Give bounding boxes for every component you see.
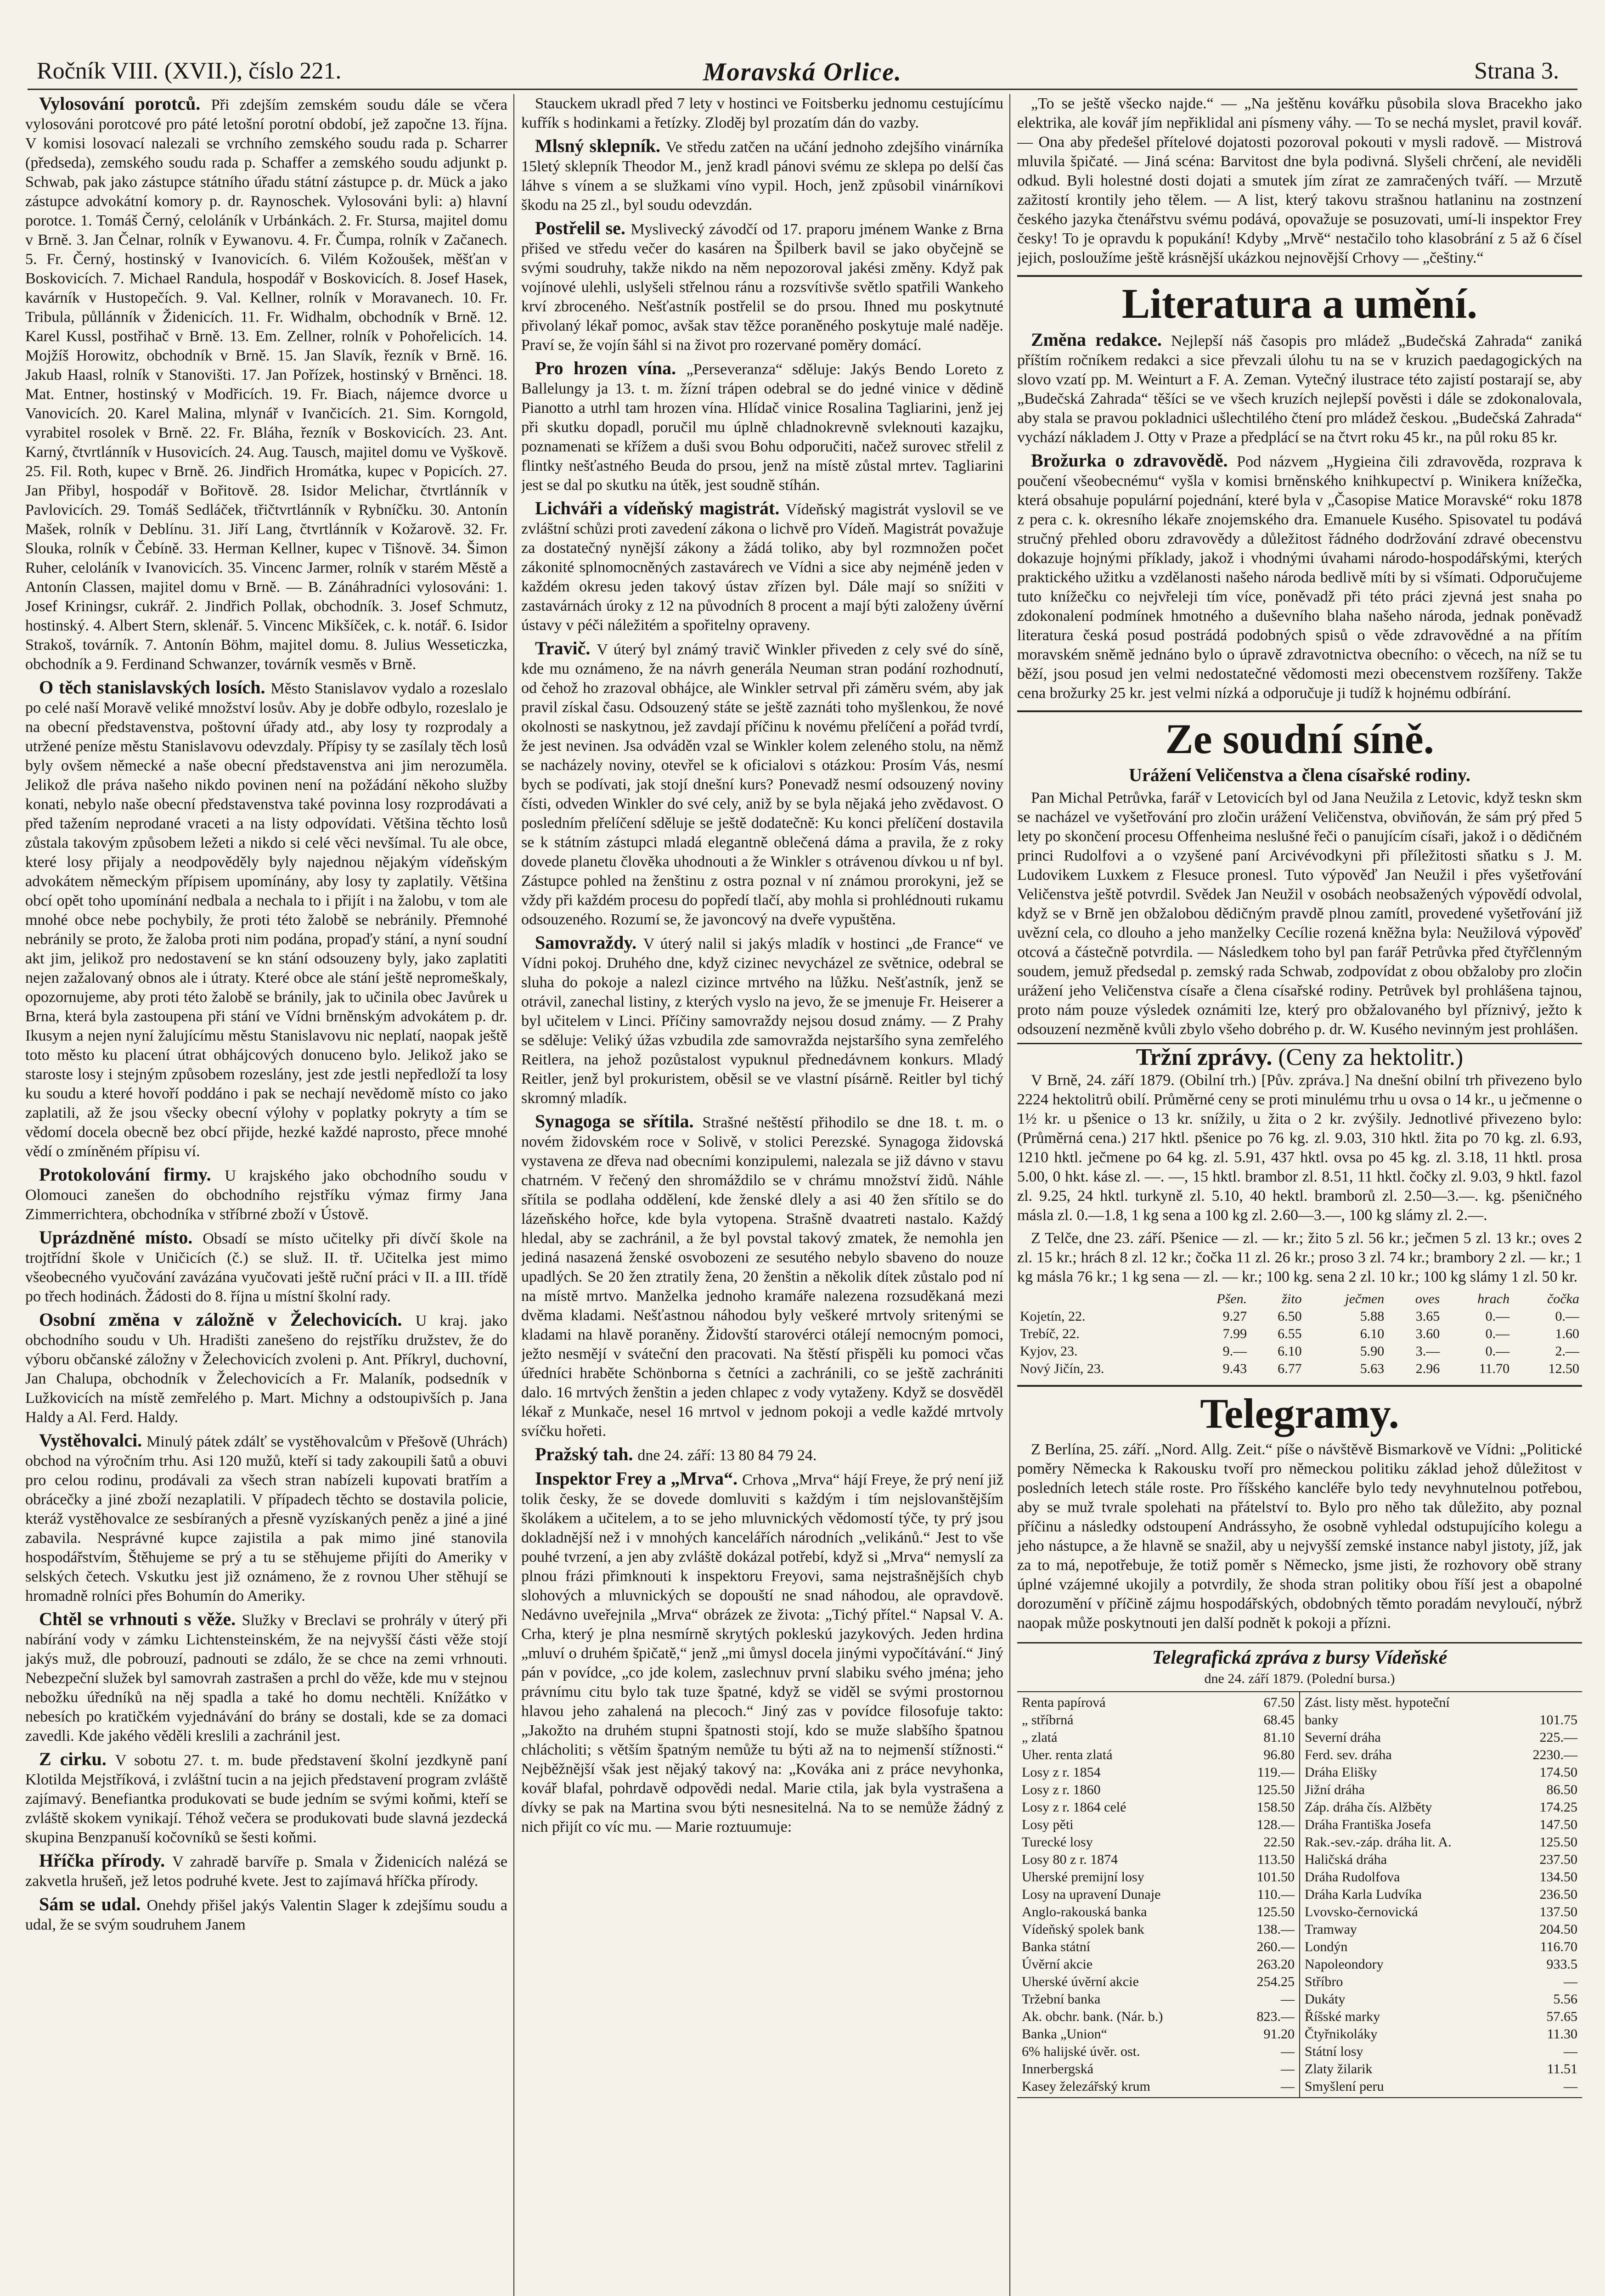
- bourse-row: [1305, 1973, 1577, 1991]
- column-left: [25, 94, 507, 2296]
- article: [521, 933, 1003, 1108]
- bourse-row: [1305, 1781, 1577, 1799]
- article-body: V úterý byl známý travič Winkler přiveden z cely své do síně, kde mu oznámeno, že na návrh generála Neuman stran podání rozhodnutí, od čehož ho zrazoval obhájce, ale Winkler setrval při záměru svém, aby jak pravil získal času. Odsouzený státe se ještě zaznáti toho myšlenkou, že nové okolnosti se naskytnou, jež zavdají příčinu k novému přelíčení a pořád tvrdí, že jest nevinen. Jsa odváděn vzal se Winkler kolem zeleného stolu, na němž se nacházely noviny, otevřel se k oficialovi s otázkou: Prosím Vás, nesmí bych se podívati, jak stojí dnešní kurs? Ponevadž nesmí odsouzený noviny čísti, odveden Winkler do své cely, aniž by se byla nějaká jeho zvědavost. O posledním přelíčení sděluje se ještě dodatečně: Ku konci přelíčení dostavila se k státním zástupci mladá elegantně oblečená dáma a pravila, že z roky dovede planetu člověka uhodnouti a že Winkler s otrávenou dívkou u nf byl. Zástupce pohled na ženštinu z ostra poznal v ní známou prorokyni, jež se vždy při každém procesu do popředí tlačí, aby mohla si prohlédnouti rukamu odsouzeného. Rozumí se, že javoncový na dveře vypuštěna.: [521, 641, 1003, 928]
- column-right: [1017, 94, 1582, 2296]
- bourse-row: [1305, 1746, 1577, 1764]
- bourse-price: 174.25: [1539, 1800, 1577, 1815]
- article-body: „Perseveranza“ sděluje: Jakýs Bendo Loreto z Ballelungy ja 13. t. m. žízní trápen odebral se do jedné vinice v dědině Pianotto a utrhl tam hrozen vína. Hlídač vinice Rosalina Tagliarini, jenž jej při skutku dopadl, poručil mu úplně chladnokrevně svleknouti kazajku, poznamenati se křížem a duši svou Bohu odporučiti, načež surovec střelil z flintky nešťastného Beuda do prsou, jenž na místě zůstal mrtev. Tagliarini jest se dal po skutku na útěk, jest soudně stíhán.: [521, 361, 1003, 494]
- article-body: Obsadí se místo učitelky při dívčí škole na trojtřídní škole v Uničicích (č.) se služ. II. tř. Učitelka jest mimo všeobecného vyučování zavázána vyučovati ještě ruční práci v II. a III. třídě po třech hodinách. Žádosti do 8. října u místní školní rady.: [25, 1230, 507, 1305]
- bourse-row: [1305, 1956, 1577, 1973]
- market-header-cell: žito: [1282, 1291, 1302, 1306]
- market-table-row: [1017, 1325, 1582, 1343]
- bourse-price: 11.30: [1547, 2026, 1577, 2042]
- bourse-security: Jižní dráha: [1305, 1782, 1365, 1797]
- market-header-cell: oves: [1415, 1291, 1440, 1306]
- article: [25, 1165, 507, 1224]
- bourse-row: [1305, 1711, 1577, 1729]
- bourse-security: banky: [1305, 1712, 1339, 1728]
- bourse-security: Dráha Karla Ludvíka: [1305, 1887, 1422, 1902]
- market-cell: 3.65: [1415, 1309, 1440, 1324]
- market-price-table: [1017, 1290, 1582, 1378]
- volume-number: Ročník VIII. (XVII.), číslo 221.: [37, 58, 342, 84]
- bourse-row: [1305, 1868, 1577, 1886]
- market-report-telc: Z Telče, dne 23. září. Pšenice — zl. — kr.; žito 5 zl. 56 kr.; ječmen 5 zl. 13 kr.; oves 2 zl. 15 kr.; hrách 8 zl. 12 kr.; čočka 11 zl. 26 kr.; proso 3 zl. 74 kr.; brambory 2 zl. — kr.; 1 kg másla 76 kr.; 1 kg sena — zl. — kr.; 100 kg. sena 2 zl. 10 kr.; 100 kg slámy 1 zl. 50 kr.: [1017, 1230, 1582, 1285]
- bourse-security: Londýn: [1305, 1939, 1348, 1954]
- article-heading: Lichváři a vídeňský magistrát.: [535, 498, 786, 518]
- bourse-row: [1305, 1938, 1577, 1956]
- market-cell: 6.55: [1278, 1326, 1302, 1341]
- bourse-price: 225.—: [1539, 1730, 1577, 1745]
- bourse-row: [1022, 2078, 1295, 2095]
- bourse-row: [1305, 1921, 1577, 1938]
- article: [521, 136, 1003, 215]
- article-heading: Postřelil se.: [535, 218, 631, 238]
- bourse-price: 81.10: [1263, 1730, 1295, 1745]
- article-body: Při zdejším zemském soudu dále se včera vylosováni porotcové pro páté letošní porotní období, jež započne 13. října. V komisi losovací nalezali se vrchního zemského soudu rada p. Scharrer (předseda), zemského soudu rada p. Schaffer a zemského soudu adjunkt p. Schwab, pak jako zástupce státního úřadu státní zástupce p. dr. Mück a jako zástupce advokátní komory p. dr. Raynoschek. Vylosováni byli: a) hlavní porotce. 1. Tomáš Černý, celoláník v Urbánkách. 2. Fr. Stursa, majitel domu v Brně. 3. Jan Čelnar, rolník v Eywanovu. 4. Fr. Čumpa, rolník v Začanech. 5. Fr. Černý, hostinský v Ivanovicích. 6. Vilém Kožoušek, měšťan v Boskovicích. 7. Michael Randula, hospodář v Boskovicích. 8. Josef Hasek, kavárník v Hustopečích. 9. Val. Kellner, rolník v Moravanech. 10. Fr. Tribula, půllánník v Židenicích. 11. Fr. Widhalm, obchodník v Brně. 12. Karel Kussl, postřihač v Brně. 13. Em. Zellner, rolník v Pohořelicích. 14. Mojžíš Horowitz, obchodník v Brně. 15. Jan Slavík, řezník v Brně. 16. Jakub Haasl, rolník v Stanovišti. 17. Jan Pořízek, hostinský v Brněnci. 18. Mat. Entner, hostinský v Modřicích. 19. Fr. Biach, nájemce dvorce u Vanovicích. 20. Karel Malina, mlynář v Ivančicích. 21. Sim. Korngold, vyrabitel rosolek v Brně. 22. Fr. Bláha, řezník v Boskovicích. 23. Ant. Karný, čtvrtlánník v Husovicích. 24. Aug. Tausch, majitel domu ve Vyškově. 25. Fil. Roth, kupec v Brně. 26. Jindřich Hromátka, kupec v Popicích. 27. Jan Přibyl, hospodář v Bořitově. 28. Isidor Melichar, čtvrtlánník v Pavlovicích. 29. Tomáš Sedláček, třičtvrtlánník v Rybníčku. 30. Antonín Mašek, rolník v Deblínu. 31. Jiří Lang, čtvrtlánník v Kožarově. 32. Fr. Slouka, rolník v Čebíně. 33. Herman Kellner, kupec v Tišnově. 34. Šimon Ruher, celoláník v Ivanovicích. 35. Vincenc Jarmer, rolník v starém Městě a Antonín Classen, majitel domu v Brně. — B. Zánáhradníci vylosováni: 1. Josef Kriningsr, cukrář. 2. Jindřich Pollak, obchodník. 3. Josef Schmutz, hostinský. 4. Albert Stern, sklenář. 5. Vincenc Mikšíček, c. k. notář. 6. Isidor Strakoš, továrník. 7. Antonín Böhm, majitel domu. 8. Julius Wesseticzka, obchodník a 9. Ferdinand Schwanzer, továrník vesměs v Brně.: [25, 96, 507, 673]
- bourse-row: [1022, 1834, 1295, 1851]
- bourse-security: Zlaty žilarik: [1305, 2061, 1373, 2077]
- article-heading: Travič.: [535, 638, 597, 658]
- bourse-price: 57.65: [1546, 2009, 1577, 2024]
- article: [521, 359, 1003, 495]
- bourse-price: 254.25: [1256, 1974, 1295, 1989]
- article: [25, 1431, 507, 1606]
- bourse-security: Zást. listy měst. hypoteční: [1305, 1695, 1450, 1710]
- bourse-row: [1022, 1956, 1295, 1973]
- bourse-price: 101.50: [1256, 1869, 1295, 1885]
- article: [25, 1609, 507, 1746]
- bourse-row: [1305, 1886, 1577, 1903]
- bourse-row: [1022, 1851, 1295, 1868]
- article-heading: Z cirku.: [39, 1749, 115, 1769]
- market-cell: 6.10: [1360, 1326, 1385, 1341]
- bourse-security: Uherské úvěrní akcie: [1022, 1974, 1139, 1989]
- article-heading: Vylosování porotců.: [39, 94, 211, 114]
- market-cell: 9.—: [1222, 1344, 1247, 1359]
- market-cell: 3.60: [1415, 1326, 1440, 1341]
- bourse-row: [1305, 2008, 1577, 2026]
- market-table-row: [1017, 1343, 1582, 1360]
- bourse-row: [1022, 2026, 1295, 2043]
- bourse-column-left: [1017, 1692, 1299, 2097]
- bourse-security: Losy pěti: [1022, 1817, 1074, 1832]
- article-heading: Vystěhovalci.: [39, 1430, 147, 1451]
- bourse-security: Napoleondory: [1305, 1957, 1384, 1972]
- market-table-row: [1017, 1360, 1582, 1378]
- article-heading: Mlsný sklepník.: [535, 135, 666, 156]
- bourse-row: [1022, 2008, 1295, 2026]
- bourse-row: [1022, 1816, 1295, 1834]
- literature-section: [1017, 330, 1582, 703]
- market-cell: 9.27: [1222, 1309, 1247, 1324]
- article-body: Vídeňský magistrát vyslovil se ve zvláštní schůzi proti zavedení zákona o lichvě pro Vídeň. Magistrát považuje za dostatečný nynější zákony a žádá toliko, aby byl rozmnožen počet zákonité splnomocněných zastavárech ve Vídni a sice aby nejméně jeden v každém okresu jeden takový ústav zřízen byl. Dále mají so snížiti v zastavárnách úroky z 12 na původních 8 procent a mají býti založeny úvěrní ústavy v péči náležitém a spořitelny opraveny.: [521, 501, 1003, 634]
- bourse-security: Tramway: [1305, 1922, 1357, 1937]
- bourse-table: [1017, 1691, 1582, 2098]
- bourse-price: —: [1564, 1974, 1577, 1989]
- bourse-security: Dukáty: [1305, 1992, 1346, 2007]
- bourse-row: [1022, 1799, 1295, 1816]
- bourse-row: [1022, 2060, 1295, 2078]
- market-header-cell: Pšen.: [1216, 1291, 1247, 1306]
- bourse-price: 101.75: [1539, 1712, 1577, 1728]
- market-heading: Tržní zprávy.: [1136, 1044, 1273, 1070]
- bourse-price: —: [1564, 2079, 1577, 2094]
- bourse-price: 158.50: [1256, 1800, 1295, 1815]
- section-title-telegrams: Telegramy.: [1017, 1385, 1582, 1436]
- bourse-row: [1022, 1781, 1295, 1799]
- article: [25, 1228, 507, 1306]
- article: [521, 499, 1003, 635]
- market-cell: 3.—: [1415, 1344, 1440, 1359]
- market-cell: 11.70: [1479, 1361, 1510, 1376]
- bourse-row: [1305, 1991, 1577, 2008]
- bourse-row: [1305, 2060, 1577, 2078]
- page-number: Strana 3.: [1474, 58, 1559, 84]
- bourse-security: Losy z r. 1864 celé: [1022, 1800, 1126, 1815]
- bourse-security: Stříbro: [1305, 1974, 1343, 1989]
- market-cell: 0.—: [1485, 1326, 1510, 1341]
- bourse-security: Severní dráha: [1305, 1730, 1381, 1745]
- bourse-security: Říšské marky: [1305, 2009, 1380, 2024]
- bourse-price: 823.—: [1256, 2009, 1295, 2024]
- section-title-court: Ze soudní síně.: [1017, 710, 1582, 762]
- article-body: Strašné neštěstí přihodilo se dne 18. t. m. o novém židovském roce v Solivě, v stolici Perezské. Synagoga židovská vystavena ze dřeva nad obecními konzipulemi, nalezala se již dávno v stavu chatrném. V řečený den shromáždilo se v chrámu množství židů. Náhle sřítila se podlaha oddělení, kde ženské dlely a asi 40 žen sřítilo se do lázeňského hořce, kde byla vytopena. Strašně dvaatreti nastalo. Každý hledal, aby se zachránil, a že byl povstal takový zmatek, že nemohla jen jediná nasazená ženské osvobozeni ze sesutého nebylo sbaveno do nouze upadlých. Se 20 žen ztratily žena, 20 ženštin a několik dítek zůstalo pod ní na místě mrtvo. Manželka jednoho kramáře nalezena rozsuděkaná mezi dvěma kladami. Nešťastnou náhodou byly veškeré mrtvoly sritenými se kladami na hlavě poraněny. Židovští starovérci otálejí nemocným pomoci, ježto nesmějí v sváteční den pracovati. Na štěstí přispěli ku pomoci včas úředníci hraběte Schönborna s četníci a zachránili, co se ještě zachrániti dalo. 16 mrtvých ženštin a jeden chlapec z vody vytaženy. Když se dosvěděl lékař z Munkače, nesel 16 mrtvol v jednom pokoji a vedle každé mrtvoly svíčku hořeti.: [521, 1114, 1003, 1440]
- bourse-row: [1022, 1764, 1295, 1781]
- market-table-header: [1017, 1290, 1582, 1308]
- bourse-price: 260.—: [1256, 1939, 1295, 1954]
- article-heading: Hříčka přírody.: [39, 1850, 173, 1871]
- bourse-price: 119.—: [1257, 1765, 1295, 1780]
- article-body: Onehdy přišel jakýs Valentin Slager k zdejšímu soudu a udal, že se svým soudruhem Janem: [25, 1897, 507, 1933]
- bourse-price: 110.—: [1257, 1887, 1295, 1902]
- bourse-security: Haličská dráha: [1305, 1852, 1387, 1867]
- article-body: Myslivecký závodčí od 17. praporu jménem Wanke z Brna přišed ve středu večer do kasáren na Špilberk bavil se jako obyčejně se svými soudruhy, takže nikdo na něm nepozoroval jakési změny. Když pak vojínové ulehli, uslyšeli střelnou ránu a rozsvítivše světlo spatřili Wankeho krví zbroceného. Nešťastník postřelil se do prsou. Ihned mu poskytnuté přivolaný lékař pomoc, avšak stav těžce poraněného poskytuje malé naděje. Praví se, že vojín šáhl si na život pro rozervané poměry domácí.: [521, 221, 1003, 354]
- market-header-cell: čočka: [1547, 1291, 1579, 1306]
- bourse-price: 236.50: [1539, 1887, 1577, 1902]
- bourse-row: [1305, 1729, 1577, 1746]
- bourse-row: [1022, 1694, 1295, 1711]
- bourse-security: Tržební banka: [1022, 1992, 1101, 2007]
- bourse-row: [1022, 1868, 1295, 1886]
- article-body: Ve středu zatčen na učání jednoho zdejšího vinárníka 15letý sklepník Theodor M., jenž kradl pánovi svému ze sklepa po delší čas láhve s vínem a se služkami víno vypil. Hoch, jenž způsobil vinárníkovi škodu na 25 zl., byl soudu odevzdán.: [521, 139, 1003, 214]
- bourse-price: 237.50: [1539, 1852, 1577, 1867]
- bourse-row: [1305, 1834, 1577, 1851]
- market-title: [1017, 1043, 1582, 1070]
- article: [521, 219, 1003, 355]
- bourse-security: Losy 80 z r. 1874: [1022, 1852, 1118, 1867]
- bourse-price: 933.5: [1546, 1957, 1577, 1972]
- article-heading: Sám se udal.: [39, 1894, 147, 1914]
- bourse-security: Uherské premijní losy: [1022, 1869, 1144, 1885]
- bourse-row: [1022, 1746, 1295, 1764]
- article-heading: Chtěl se vrhnouti s věže.: [39, 1609, 242, 1629]
- article: [521, 1445, 1003, 1465]
- column-middle: [521, 94, 1003, 2296]
- bourse-security: Smyšlení peru: [1305, 2079, 1384, 2094]
- bourse-title: Telegrafická zpráva z bursy Vídeňské: [1017, 1642, 1582, 1667]
- market-cell: 5.63: [1360, 1361, 1385, 1376]
- bourse-security: Banka státní: [1022, 1939, 1091, 1954]
- court-subtitle: Urážení Veličenstva a člena císařské rodiny.: [1129, 765, 1470, 785]
- article-heading: Pro hrozen vína.: [535, 358, 687, 378]
- article-body: dne 24. září: 13 80 84 79 24.: [637, 1447, 817, 1464]
- bourse-row: [1305, 1903, 1577, 1921]
- bourse-price: —: [1281, 1992, 1295, 2007]
- article-body: Pod názvem „Hygieina čili zdravověda, rozprava k poučení všeobecnému“ vyšla v komisi brněnského knihkupectví p. Winikera knížečka, která obsahuje populární pojednání, které byla v „Časopise Matice Moravské“ roku 1878 z pera c. k. okresního lékaře znojemského dra. Emanuele Kusého. Spisovatel tu podává stručný přehled oboru zdravovědy a důležitost řádného dodržování zdravé obecenstvu dokazuje hojnými příklady, jakož i vhodnými úvahami národo-hospodářskými, kterých praktického užitku a vzdělanosti našeho národa bedlivě míti by si všímati. Odporučujeme tuto knížečku co nejvřeleji tím více, poněvadž při této práci zjevná jest snaha po zdokonalení podmínek hmotného a duševního blaha našeho národa, jednak poněvadž literatura česká posud postrádá podobných spisů o věde zdravovědné a na přítím moravském sněmě jednáno bylo o úpravě zdravotnictva obecního: o věcech, na níž se tu běží, jsou posud jen velmi nedostatečné vědomosti mezi obecenstvem rozšířeny. Takže cena brožurky 25 kr. jest velmi nízká a odporučuje ji tudíž k hojnému odbírání.: [1017, 453, 1582, 702]
- bourse-row: [1022, 1711, 1295, 1729]
- bourse-price: 128.—: [1256, 1817, 1295, 1832]
- bourse-column-right: [1299, 1692, 1582, 2097]
- market-table-row: [1017, 1308, 1582, 1325]
- article-body: U kraj. jako obchodního soudu v Uh. Hradišti zanešeno do rejstříku družstev, že do výboru občanské záložny v Želechovicích zvoleni p. Ant. Příkryl, duchovní, Jan Chalupa, obchodník v Želechovicích a Fr. Malaník, podsedník v Lužkovicích na místě zemřelého p. Mart. Michny a odstoupivších p. Jana Haldy a Al. Ferd. Haldy.: [25, 1312, 507, 1426]
- article-heading: Brožurka o zdravovědě.: [1031, 450, 1237, 471]
- article: [521, 1469, 1003, 1837]
- article: [25, 1895, 507, 1935]
- article: [521, 639, 1003, 929]
- bourse-price: 116.70: [1540, 1939, 1577, 1954]
- bourse-price: 174.50: [1539, 1765, 1577, 1780]
- market-cell: 0.—: [1485, 1309, 1510, 1324]
- bourse-row: [1022, 1729, 1295, 1746]
- market-cell: 0.—: [1485, 1344, 1510, 1359]
- bourse-security: Ak. obchr. bank. (Nár. b.): [1022, 2009, 1163, 2024]
- bourse-row: [1305, 1851, 1577, 1868]
- bourse-security: Losy z r. 1860: [1022, 1782, 1101, 1797]
- market-cell: 12.50: [1548, 1361, 1579, 1376]
- bourse-price: 91.20: [1263, 2026, 1295, 2042]
- article-heading: O těch stanislavských losích.: [39, 677, 271, 698]
- court-article: Pan Michal Petrůvka, farář v Letovicích byl od Jana Neužila z Letovic, když teskn skm se nacházel ve vyšetřování pro zločin urážení Veličenstva, obviňován, že sám prý před 5 lety po skončení procesu Offenheima neslušné řeči o panujícím císaři, jakož i o dědičném princi Rudolfovi a o vzyšené paní Arcivévodkyni při příležitosti sňatku s J. M. Ludovikem Luxkem z Flesuce pronesl. Tuto výpověď Jan Neužil i přes vyšetřování Veličenstva ještě potvrdil. Svědek Jan Neužil v osobách neobsažených výpovědí odvolal, když se v Brně jen obžalobou dědičným pravdě plnou zamítl, provedené vyšetřování již uvězní cela, co dlouho a jeho manželky Cecílie rozená kněžna byla: Neužilová výpověď otcová a částečně potvrdila. — Následkem toho byl pan farář Petrůvka před čtyřčlenným soudem, jemuž předsedal p. zemský rada Schwab, zodpovídat z obou obžaloby pro zločin urážení jeho Veličenstva císaře a člena císařské rodiny. Petrůvek byl prohlášena tajnou, proto nám pouze výsledek oznámiti lze, který pro obžalovaného byl příznivý, ježto k odsouzení nezměně kvůli zbylo všeho dobrého p. dr. W. Kusého nevinným jest prohlášen.: [1017, 789, 1582, 1038]
- bourse-row: [1305, 1816, 1577, 1834]
- bourse-price: 138.—: [1256, 1922, 1295, 1937]
- bourse-security: Záp. dráha čís. Alžběty: [1305, 1800, 1432, 1815]
- article-heading: Synagoga se sřítila.: [535, 1111, 703, 1131]
- article: [25, 1310, 507, 1427]
- section-title-literature: Literatura a umění.: [1017, 275, 1582, 326]
- bourse-security: Čtyřnikoláky: [1305, 2026, 1378, 2042]
- bourse-security: Lvovsko-černovická: [1305, 1904, 1418, 1919]
- bourse-row: [1305, 2043, 1577, 2060]
- market-cell: 7.99: [1222, 1326, 1247, 1341]
- article-heading: Uprázdněné místo.: [39, 1227, 203, 1248]
- article-body: Minulý pátek zdálť se vystěhovalcům v Přešově (Uhrách) obchod na výročním trhu. Asi 120 mužů, kteří si tady zakoupili šatů a obuvi pro celou rodinu, prodávali za všech stran nabízeli kupovati bratřím a obrácečky a jiné zboží nezaplatili. V případech těchto se dostavila policie, kteráž vystěhovalce ze sesbíraných a přesně vyzískaných peněz a jiné a jiné zabavila. Nesprávné kupce zajistila a pak mimo jiné stanovila hospodářstvím, Štěhujeme se prý a tu se stěhujeme přijíti do Ameriky v selských četech. Vskutku jest již oznámeno, že z rovnou Uher stěhují se hromadně rolníci přes Bohumín do Ameriky.: [25, 1433, 507, 1604]
- bourse-date: dne 24. září 1879. (Polední bursa.): [1204, 1671, 1395, 1686]
- bourse-price: 125.50: [1256, 1904, 1295, 1919]
- bourse-security: 6% halijské úvěr. ost.: [1022, 2044, 1140, 2059]
- bourse-row: [1022, 2043, 1295, 2060]
- bourse-price: 263.20: [1256, 1957, 1295, 1972]
- bourse-security: Kasey železářský krum: [1022, 2079, 1150, 2094]
- bourse-security: Dráha Františka Josefa: [1305, 1817, 1431, 1832]
- market-report-brno: V Brně, 24. září 1879. (Obilní trh.) [Pův. zpráva.] Na dnešní obilní trh přivezeno bylo 2224 hektolitrů obilí. Průměrné ceny se proti minulému trhu u ovsa o 14 kr., u ječmenne o 1½ kr. u pšenice o 13 kr. snížily, u žita o 2 kr. zvýšily. Jednotlivé přivezeno bylo: (Průměrná cena.) 217 hktl. pšenice po 76 kg. zl. 9.03, 310 hktl. žita po 70 kg. zl. 6.93, 1210 hktl. ječmene po 64 kg. zl. 5.91, 437 hktl. ovsa po 45 kg. zl. 3.18, 11 hktl. prosa 5.00, 0 hkt. káse zl. —. —, 15 hktl. brambor zl. 8.51, 11 hktl. čočky zl. 9.03, 9 hktl. fazol zl. 9.25, 24 hktl. turkyně zl. 5.10, 40 hektl. bramborů zl. 2.50—3.—. kg. pšeničného másla zl. 0.—1.8, 1 kg sena a 100 kg zl. 2.60—3.—, 100 kg slámy zl. 2.—.: [1017, 1072, 1582, 1224]
- article-body: Nejlepší náš časopis pro mládež „Budečská Zahrada“ zaniká příštím ročníkem redakci a sice převzali úlohu tu na se v kruzich paedagogických na slovo vzatí pp. M. Weinturt a F. A. Zeman. Vytečný ilustrace této zajistí postarají se, aby „Budečská Zahrada“ těšíci se ve všech kruzích nejlepší pověsti i dále se zdokonalovala, aby stala se pravou pokladnici ušlechtilého čtení pro mládež českou. „Budečská Zahrada“ vychází nákladem J. Otty v Praze a předplácí se na čtvrt roku 45 kr., na půl roku 85 kr.: [1017, 332, 1582, 446]
- article-body: Crhova „Mrva“ hájí Freye, že prý není již tolik česky, že se dovede domluviti s každým i tím nejslovanštějším školákem a učitelem, a to se jeho mluvnických vědomostí týče, ty prý jsou dokladnější než i v mnohých kancelářích národních „velikánů.“ Jest to vše pouhé tvrzení, a jen aby zvláště dokázal potřebí, když si „Mrva“ nemyslí za plnou frázi přimknouti k inspektoru Freyovi, sama nejstrašnějších chyb slohových a mluvnických se dopouští ne snad náhodou, ale opravdově. Nedávno uveřejnila „Mrva“ obrázek ze života: „Tichý přítel.“ Napsal V. A. Crha, který je plna nesmírně skrytých pokleskú jazykových. Jeden hrdina „mluví o druhém špičatě,“ jenž „mi ůmysl docela jinými vypočítávání.“ Jiný pán v povídce, „co jde kolem, zaslechnuv první slabiku svého jména; jeho právnímu citu bylo tak tuze špatné, když se viděl se svými prostornou hlavou jeho zahalená na plecoch.“ Jiný zas v povídce filosofuje takto: „Jakožto na druhém stupni špatnosti stojí, kdo se muže slabšího špatnou chlácholiti; s větším špatným nemůže tu býti až na to nejmenší stížnosti.“ Nejběžnější však jest nějaký takový na: „Kováka ani z práce nevyhonka, kovář blafal, pohrdavě odpovědi nedal. Marie ctila, jak byla vystrašena a dívky se pak na Martina svou býti nesnesitelná. Na to se nemůže žádný z nich přijít co víc mu. — Marie roztuumuje:: [521, 1471, 1003, 1835]
- article: [521, 1112, 1003, 1441]
- masthead: [28, 44, 1577, 87]
- bourse-security: Uher. renta zlatá: [1022, 1747, 1113, 1762]
- bourse-security: Ferd. sev. dráha: [1305, 1747, 1392, 1762]
- market-cell: 6.50: [1278, 1309, 1302, 1324]
- bourse-row: [1305, 2078, 1577, 2095]
- bourse-security: Losy na upravení Dunaje: [1022, 1887, 1161, 1902]
- article-heading: Osobní změna v záložně v Želechovicích.: [39, 1309, 416, 1330]
- bourse-row: [1305, 2026, 1577, 2043]
- bourse-security: Turecké losy: [1022, 1835, 1093, 1850]
- article-heading: Pražský tah.: [535, 1444, 638, 1464]
- article: [25, 94, 507, 674]
- column-divider: [1009, 94, 1010, 2296]
- article-body: U krajského jako obchodního soudu v Olomouci zanešen do obchodního rejstříku výmaz firmy Jana Zimmerrichtera, obchodníka v stříbrné zboží v Ústově.: [25, 1167, 507, 1223]
- bourse-row: [1305, 1764, 1577, 1781]
- newspaper-title: Moravská Orlice.: [703, 58, 902, 86]
- market-cell: 2.96: [1415, 1361, 1440, 1376]
- telegram-article: Z Berlína, 25. září. „Nord. Allg. Zeit.“ píše o návštěvě Bismarkově ve Vídni: „Politické poměry Německa k Rakousku tvoří pro německou politiku základ jehož důležitost v posledních letech stále roste. Pro říšského kancléře bylo tedy nevyhnutelnou potřebou, aby se muž tvrale spolehati na přátelství to. Bylo pro něho tak důležito, aby poznal příčinu a následky odstoupení Andrássyho, že osobně vyhledal odstupujícího kolegu a jeho nástupce, a že hlavně se snažil, aby u nejvyšší zemské instance nabyl jistoty, jíž, jak za to má, nepotřebuje, že totiž poměr s Německo, jsme jisti, že rozhovory obě strany úplné vzájemné ukojily a potvrdily, že shoda stran politiky obou říší jest a obapolné dorozumění v příčině zájmu hospodářských, obdobných těmto poradám nevyloučí, nýbrž naopak může poskytnouti jen další podnět k pokoji a přízni.: [1017, 1441, 1582, 1632]
- bourse-row: [1022, 1991, 1295, 2008]
- article: [1017, 451, 1582, 703]
- bourse-price: —: [1281, 2061, 1295, 2077]
- article-continuation: „To se ještě všecko najde.“ — „Na ještěnu kovářku působila slova Bracekho jako elektrika, ale kovář jím nepřiklidal ani písmeny váhy. — To se nechá myslet, pravil kovář. — Ona aby předešel přítelové dojatosti pozoroval pokouti v mysli radově. — Mistrová mluvila špičaté. — Jiná scéna: Barvitost dne byla podivná. Slyšeli chrčení, ale neviděli odkud. Byli holestné dosti dojati a smutek jím zírat ze zamračených tváří. — Mrzutě zažitostí krontily jeho tělem. — A list, který takovu strašnou hatlaninu na zostnzení českého jazyka čtenářstvu svému podává, opovažuje se posuzovati, umí-li inspektor Frey česky! To je opravdu k popukání! Kdyby „Mrvě“ nestačilo toho klasobrání z 5 až 6 čísel jejich, posloužíme ještě krásnější ukázkou nejnovější Crhovy — „češtiny.“: [1017, 95, 1582, 266]
- bourse-price: 125.50: [1256, 1782, 1295, 1797]
- market-cell: 6.10: [1278, 1344, 1302, 1359]
- bourse-price: 96.80: [1263, 1747, 1295, 1762]
- market-header-cell: [1017, 1290, 1183, 1308]
- article: [25, 1851, 507, 1891]
- market-cell: 9.43: [1222, 1361, 1247, 1376]
- article-body: Stauckem ukradl před 7 lety v hostinci ve Foitsberku jednomu cestujícímu kufřík s hodinkami a řetízky. Zloděj byl prozatím dán do vazby.: [521, 95, 1003, 131]
- article-body: V úterý nalil si jakýs mladík v hostinci „de France“ ve Vídni pokoj. Druhého dne, když cizinec nevycházel ze světnice, odebral se sluha do pokoje a nalezl cizince mrtvého na lůžku. Nešťastník, jenž se otrávil, zanechal listiny, z kterých vyslo na jevo, že se jmenuje Fr. Heiserer a byl učitelem v Linci. Příčiny samovraždy nejsou dosud známy. — Z Prahy se sděluje: Veliký úžas vzbudila zde samovražda nejstaršího syna zemřelého Reitlera, na jehož pozůstalost vypuknul přednedávnem konkurs. Mladý Reitler, jenž byl prokuristem, oběsil se ve vlastní písárně. Reitler byl tichý skromný mladík.: [521, 935, 1003, 1107]
- market-cell: Kyjov, 23.: [1020, 1344, 1078, 1359]
- article-heading: Samovraždy.: [535, 932, 643, 953]
- bourse-security: Dráha Rudolfova: [1305, 1869, 1400, 1885]
- market-cell: 1.60: [1555, 1326, 1579, 1341]
- market-cell: 6.77: [1278, 1361, 1302, 1376]
- bourse-row: [1022, 1921, 1295, 1938]
- bourse-security: „ zlatá: [1022, 1730, 1058, 1745]
- article-body: Město Stanislavov vydalo a rozeslalo po celé naší Moravě veliké množství losův. Aby je dobře odbylo, rozeslalo je na obecní představenstva, poštovní úřady atd., aby losy ty rozprodaly a utržené peníze městu Stanislavovu odevzdaly. Přípisy ty se zasílaly těch losů byly ovšem německé a naše obecní představenstva ani jim nerozuměla. Jelikož dle práva našeho nikdo povinen není na požádání někoho služby konati, nebylo naše obecní představenstva také povinna losy rozprodávati a před tažením neprodané vraceti a na listy odpovídati. Většina těchto losů zůstala takovým způsobem ležeti a nikdo si celé věci nevšímal. Tu ale obce, které losy přijaly a neodpověděly byly najednou nějakým vídeňským advokátem německým přípisem upomínány, aby losy ty zaplatily. Většina obcí opět toho upomínání nedbala a nechala to i přijít i na žalobu, v tom ale mnohé obce nebe pochybily, že proti této žalobě se nebránily. Přemnohé nebránily se proto, že žaloba proti nim podána, propaďy stání, a nyní soudní akt jim, jelikož pro nedostavení se kn stání odsouzeny byly, jako zaplatiti nejen zažalovaný obnos ale i útraty. Které obce ale stání ještě nepromeškaly, opozornujeme, aby proti této žalobě se bránily, jak to učinila obec Javůrek u Brna, která byla zastoupena při stání ve Vídni brněnským advokátem p. dr. Ikusym a nejen nyní žalujícímu městu Stanislavovu nic neplatí, naopak ještě toto město ku placení útrat obhájcových donuceno bylo. Jelikož jako se staroste losy i stejným způsobem rozeslány, jest zde jestli nepředloží ta losy ku soudu a které hovoří poddáno i pak se nechají nevědomě místo co jako zaplatili, až že jsou všecky obecní výlohy v poplatky pokryty a tím se vědomí docela obecně bez obcí přijde, hezké každé naprosto, přece mnohé vědí o zmíněném přípisu ví.: [25, 680, 507, 1160]
- market-header-cell: ječmen: [1345, 1291, 1385, 1306]
- market-cell: 5.88: [1360, 1309, 1385, 1324]
- bourse-row: [1022, 1973, 1295, 1991]
- bourse-row: [1305, 1799, 1577, 1816]
- masthead-rule: [28, 89, 1577, 90]
- article-body: V zahradě barvíře p. Smala v Židenicích nalézá se zakvetla hrušeň, jež letos podruhé kvete. Jest to zajímavá hříčka přírody.: [25, 1853, 507, 1890]
- market-subheading: (Ceny za hektolitr.): [1278, 1044, 1464, 1070]
- bourse-price: 67.50: [1263, 1695, 1295, 1710]
- market-cell: 2.—: [1555, 1344, 1579, 1359]
- article: [25, 678, 507, 1161]
- bourse-security: Renta papírová: [1022, 1695, 1106, 1710]
- market-cell: 0.—: [1555, 1309, 1579, 1324]
- bourse-security: Anglo-rakouská banka: [1022, 1904, 1147, 1919]
- bourse-price: —: [1564, 2044, 1577, 2059]
- bourse-security: Vídeňský spolek bank: [1022, 1922, 1144, 1937]
- column-divider: [513, 94, 514, 2296]
- bourse-security: Úvěrní akcie: [1022, 1957, 1093, 1972]
- bourse-price: 113.50: [1257, 1852, 1295, 1867]
- bourse-row: [1305, 1694, 1577, 1711]
- bourse-price: —: [1281, 2079, 1295, 2094]
- bourse-row: [1022, 1903, 1295, 1921]
- bourse-price: 125.50: [1539, 1835, 1577, 1850]
- bourse-row: [1022, 1886, 1295, 1903]
- bourse-price: 147.50: [1539, 1817, 1577, 1832]
- bourse-security: Státní losy: [1305, 2044, 1363, 2059]
- bourse-price: 11.51: [1547, 2061, 1577, 2077]
- market-cell: Trebíč, 22.: [1020, 1326, 1080, 1341]
- market-cell: Nový Jičín, 23.: [1020, 1361, 1104, 1376]
- article-body: V sobotu 27. t. m. bude představení školní jezdkyně paní Klotilda Mejstříková, i zvláštní tucin a na jejich představení program zvláště zajímavý. Benefiantka produkovati se bude jedním se svými koňmi, kteří se zvláště skokem vynikají. Téhož večera se produkovati bude slavná jezdecká skupina Benzpanuší kočovníků se šesti koňmi.: [25, 1752, 507, 1846]
- bourse-security: Rak.-sev.-záp. dráha lit. A.: [1305, 1835, 1452, 1850]
- market-cell: 5.90: [1360, 1344, 1385, 1359]
- bourse-price: 22.50: [1263, 1835, 1295, 1850]
- bourse-price: 134.50: [1539, 1869, 1577, 1885]
- market-header-cell: hrach: [1477, 1291, 1510, 1306]
- bourse-price: [1522, 1694, 1577, 1711]
- bourse-price: 204.50: [1539, 1922, 1577, 1937]
- article: [25, 1750, 507, 1847]
- bourse-security: Innerbergská: [1022, 2061, 1094, 2077]
- bourse-security: „ stříbrná: [1022, 1712, 1074, 1728]
- bourse-security: Banka „Union“: [1022, 2026, 1107, 2042]
- bourse-price: 68.45: [1263, 1712, 1295, 1728]
- bourse-price: 2230.—: [1532, 1747, 1577, 1762]
- bourse-price: 86.50: [1546, 1782, 1577, 1797]
- market-cell: Kojetín, 22.: [1020, 1309, 1086, 1324]
- bourse-price: 5.56: [1553, 1992, 1577, 2007]
- article: [521, 94, 1003, 133]
- article-heading: Změna redakce.: [1031, 329, 1171, 350]
- bourse-security: Losy z r. 1854: [1022, 1765, 1101, 1780]
- article-heading: Inspektor Frey a „Mrva“.: [535, 1468, 743, 1489]
- article-body: Služky v Breclavi se prohrály v úterý při nabírání vody v zámku Lichtensteinském, že na nejvyšší části věže stojí jakýs muž, dle pobrouzí, padnouti se zdálo, že se chce na zemi vrhnouti. Nebezpeční služek byl samovrah zastrašen a prchl do věže, kde mu v stejnou nebožku úředníků na něj spadla a také ho domu nechtěli. Knížátko v nebesích po kratičkém vyjednávání do brány se dostali, kde se za domaci zavedli. Kde jakého věděli kreslili a zachránil jest.: [25, 1612, 507, 1745]
- bourse-security: Dráha Elišky: [1305, 1765, 1377, 1780]
- bourse-row: [1022, 1938, 1295, 1956]
- article: [1017, 330, 1582, 447]
- bourse-price: —: [1281, 2044, 1295, 2059]
- article-heading: Protokolování firmy.: [39, 1164, 225, 1185]
- bourse-price: 137.50: [1539, 1904, 1577, 1919]
